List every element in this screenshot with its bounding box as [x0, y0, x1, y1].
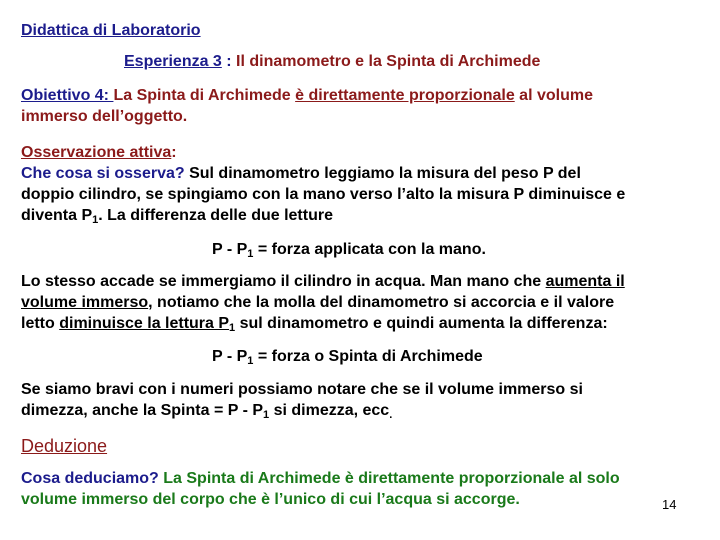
- subscript: 1: [229, 322, 236, 334]
- paragraph-2-line-3: [21, 314, 608, 334]
- observation-line-3b: . La differenza delle due letture: [98, 207, 333, 224]
- experiment-title: Il dinamometro e la Spinta di Archimede: [236, 53, 541, 70]
- formula-applied-force: [212, 240, 486, 260]
- observation-line-3a: diventa P: [21, 207, 93, 224]
- paragraph-3-line-2: [21, 401, 392, 421]
- formula-2b: = forza o Spinta di Archimede: [253, 348, 483, 365]
- p2-line-3a: letto: [21, 315, 60, 332]
- subscript: 1: [263, 409, 270, 421]
- p3-line-2c: .: [389, 409, 393, 421]
- paragraph-2-line-1: [21, 272, 625, 292]
- p2-line-3u: diminuisce la lettura P: [59, 315, 230, 332]
- p3-line-2b: si dimezza, ecc: [269, 402, 390, 419]
- formula-archimedes: [212, 347, 483, 367]
- p2-line-3b: sul dinamometro e quindi aumenta la differenza:: [235, 315, 608, 332]
- paragraph-2-line-2: [21, 293, 614, 313]
- deduction-text-1: La Spinta di Archimede è direttamente proporzionale al solo: [158, 470, 620, 487]
- objective-line-2: immerso dell’oggetto.: [21, 108, 188, 125]
- formula-1b: = forza applicata con la mano.: [253, 241, 486, 258]
- experiment-separator: :: [221, 53, 237, 70]
- objective-line-1: [21, 86, 593, 106]
- p2-line-1u: aumenta il: [545, 273, 625, 290]
- paragraph-3-line-1: Se siamo bravi con i numeri possiamo notare che se il volume immerso si: [21, 381, 583, 398]
- observation-text-1: Sul dinamometro leggiamo la misura del peso P del: [184, 165, 581, 182]
- objective-text-c: al volume: [514, 87, 593, 104]
- observation-line-3: [21, 206, 333, 226]
- p3-line-2a: dimezza, anche la Spinta = P - P: [21, 402, 264, 419]
- experiment-heading: [124, 52, 540, 72]
- observation-colon: :: [171, 144, 177, 161]
- observation-line-2: doppio cilindro, se spingiamo con la mano verso l’alto la misura P diminuisce e: [21, 186, 626, 203]
- formula-2a: P - P: [212, 348, 248, 365]
- formula-1a: P - P: [212, 241, 248, 258]
- p2-line-2b: , notiamo che la molla del dinamometro si accorcia e il valore: [148, 294, 615, 311]
- objective-label: Obiettivo 4:: [21, 87, 114, 104]
- deduction-line-2: volume immerso del corpo che è l’unico di cui l’acqua si accorge.: [21, 491, 520, 508]
- objective-text-a: La Spinta di Archimede: [113, 87, 296, 104]
- page-title: Didattica di Laboratorio: [21, 22, 201, 39]
- p2-line-1a: Lo stesso accade se immergiamo il cilindro in acqua. Man mano che: [21, 273, 546, 290]
- page-number: 14: [662, 497, 677, 512]
- subscript: 1: [92, 214, 99, 226]
- observation-line-1: [21, 164, 581, 184]
- experiment-label: Esperienza 3: [124, 53, 222, 70]
- deduction-question: Cosa deduciamo?: [21, 470, 159, 487]
- observation-question: Che cosa si osserva?: [21, 165, 185, 182]
- observation-heading: [21, 143, 177, 163]
- subscript: 1: [247, 248, 254, 260]
- objective-emphasis: è direttamente proporzionale: [295, 87, 515, 104]
- subscript: 1: [247, 355, 254, 367]
- observation-label: Osservazione attiva: [21, 144, 172, 161]
- p2-line-2u: volume immerso: [21, 294, 149, 311]
- deduction-heading: Deduzione: [21, 436, 108, 456]
- deduction-line-1: [21, 469, 620, 489]
